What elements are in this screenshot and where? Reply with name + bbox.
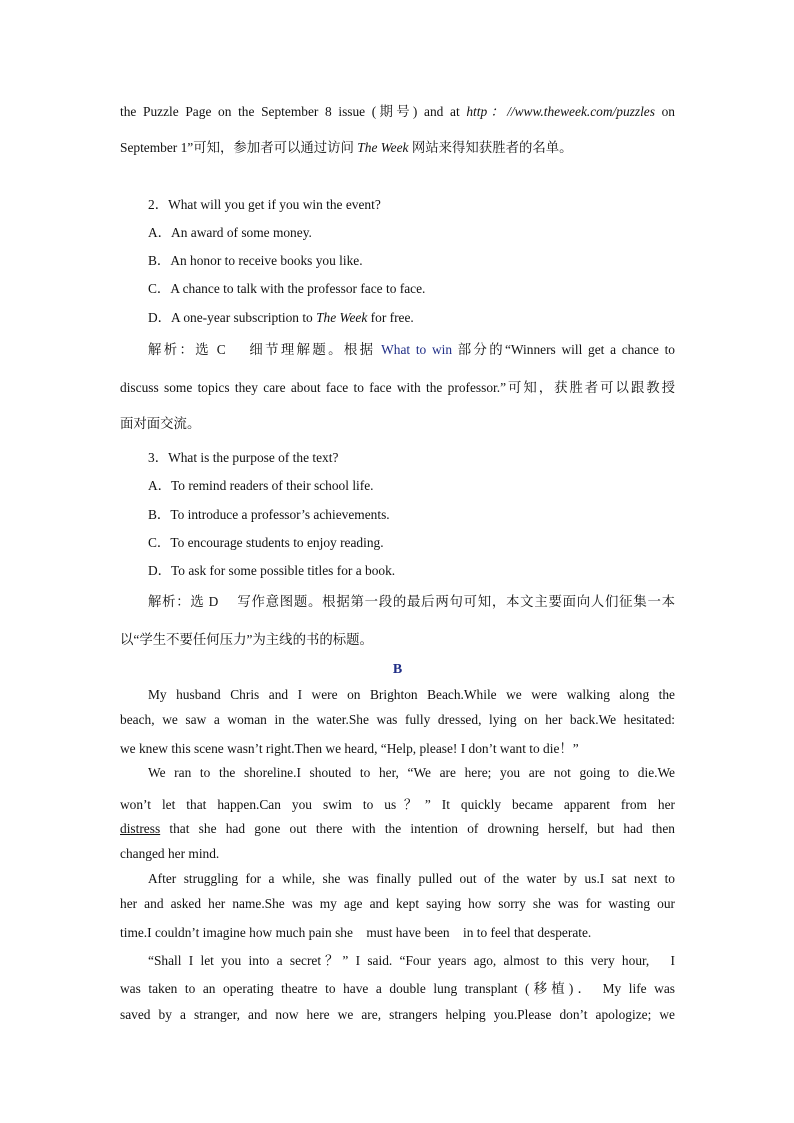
intro-line-2 (120, 137, 675, 156)
passage-line: My husband Chris and I were on Brighton Beach.While we were walking along the (148, 687, 675, 702)
option-text: for free. (367, 310, 414, 325)
passage-line: After struggling for a while, she was finally pulled out of the water by us.I sat next to (148, 871, 675, 886)
option-b: B．An honor to receive books you like. (148, 253, 363, 268)
magazine-title: The Week (357, 140, 409, 155)
passage-line: her and asked her name.She was my age and kept saying how sorry she was for wasting our (120, 896, 675, 911)
analysis-text: 部分的“Winners will get a chance to (452, 342, 675, 357)
analysis-3-line-2: 以“学生不要任何压力”为主线的书的标题。 (120, 632, 373, 647)
intro-line-1 (120, 101, 675, 120)
option-c: C．A chance to talk with the professor face to face. (148, 281, 426, 296)
analysis-highlight: What to win (381, 342, 453, 357)
passage-line: beach, we saw a woman in the water.She was fully dressed, lying on her back.We hesitated: (120, 712, 675, 727)
week-url: http：//www.theweek.com/puzzles (466, 104, 655, 119)
question-2: 2．What will you get if you win the event? (148, 197, 381, 212)
question-3: 3．What is the purpose of the text? (148, 450, 339, 465)
analysis-2-line-3: 面对面交流。 (120, 416, 201, 431)
intro-text: 网站来得知获胜者的名单。 (408, 140, 573, 155)
passage-line (120, 821, 675, 837)
passage-line: we knew this scene wasn’t right.Then we heard, “Help, please! I don’t want to die！” (120, 741, 579, 756)
option-text: D．A one-year subscription to (148, 310, 317, 325)
option-d: D．To ask for some possible titles for a book. (148, 563, 396, 578)
passage-line: changed her mind. (120, 846, 220, 861)
passage-line: was taken to an operating theatre to have a double lung transplant (移植)． My life was (120, 981, 675, 996)
option-b: B．To introduce a professor’s achievements. (148, 507, 390, 522)
option-d (120, 307, 675, 326)
option-a: A．An award of some money. (148, 225, 312, 240)
passage-line: We ran to the shoreline.I shouted to her, “We are here; you are not going to die.We (148, 765, 675, 780)
intro-text: the Puzzle Page on the September 8 issue (期号) and at (120, 104, 467, 119)
passage-line: won’t let that happen.Can you swim to us？” It quickly became apparent from her (120, 797, 675, 812)
option-c: C．To encourage students to enjoy reading. (148, 535, 384, 550)
intro-text: September 1”可知，参加者可以通过访问 (120, 140, 358, 155)
analysis-text: 解析：选 C 细节理解题。根据 (148, 342, 382, 357)
passage-heading: B (392, 662, 403, 677)
passage-text: that she had gone out there with the intention of drowning herself, but had then (160, 821, 675, 836)
passage-line: time.I couldn’t imagine how much pain she must have been in to feel that desperate. (120, 925, 592, 940)
analysis-3-line-1: 解析：选 D 写作意图题。根据第一段的最后两句可知，本文主要面向人们征集一本 (148, 594, 675, 609)
passage-line: “Shall I let you into a secret？” I said. “Four years ago, almost to this very hour, I (148, 953, 675, 968)
intro-text: on (654, 104, 675, 119)
underlined-word-distress: distress (120, 821, 161, 836)
option-a: A．To remind readers of their school life. (148, 478, 374, 493)
magazine-title: The Week (316, 310, 368, 325)
analysis-2-line-2: discuss some topics they care about face to face with the professor.”可知，获胜者可以跟教授 (120, 380, 675, 395)
passage-line: saved by a stranger, and now here we are, strangers helping you.Please don’t apologize; we (120, 1007, 675, 1022)
analysis-2-line-1 (120, 339, 675, 358)
